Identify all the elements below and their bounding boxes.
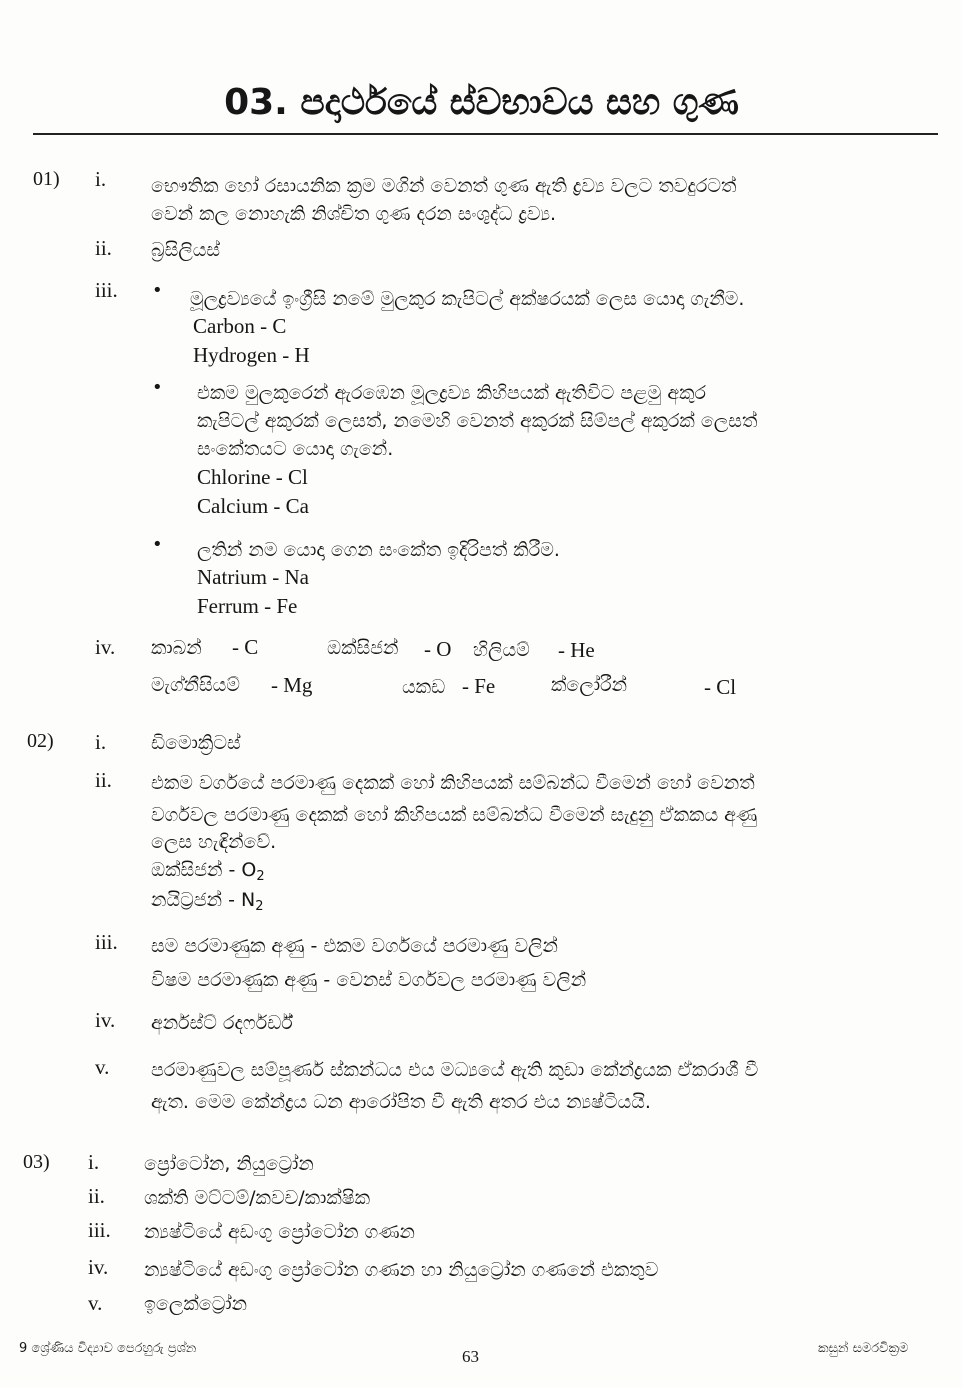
answer-text: එකම වර්ගයේ පරමාණු දෙකක් හෝ කිහිපයක් සම්බන්ධ වීමෙන් හෝ වෙනත්	[151, 772, 755, 794]
item-label: iv.	[95, 1008, 116, 1032]
molecule-example-nitrogen	[151, 888, 263, 914]
element-symbol: - Cl	[704, 675, 737, 699]
element-symbol: - Fe	[462, 674, 496, 698]
item-label: iii.	[95, 930, 118, 954]
example-text: Chlorine - Cl	[197, 465, 308, 489]
page-number: 63	[462, 1347, 479, 1366]
bullet-icon: •	[152, 280, 163, 301]
item-label: i.	[88, 1150, 100, 1174]
answer-text: න්‍යෂ්ටියේ අඩංගු ප්‍රෝටෝන ගණන	[144, 1221, 415, 1243]
subscript: 2	[256, 869, 265, 885]
item-label: iv.	[88, 1255, 109, 1279]
question-number: 02)	[27, 730, 54, 752]
example-text: Carbon - C	[193, 314, 287, 338]
item-label: ii.	[88, 1184, 105, 1208]
item-label: v.	[88, 1291, 103, 1315]
question-number: 03)	[23, 1151, 50, 1173]
example-text: Natrium - Na	[197, 565, 309, 589]
element-name: කාබන්	[151, 637, 202, 659]
element-symbol: - He	[558, 638, 595, 662]
bullet-icon: •	[152, 534, 163, 555]
page-title: 03. පදාර්ථයේ ස්වභාවය සහ ගුණ	[224, 82, 739, 123]
answer-text: මූලද්‍රව්‍යයේ ඉංග්‍රීසි නමේ මුලකුර කැපිටල් අක්ෂරයක් ලෙස යොදා ගැනීම.	[190, 288, 745, 310]
answer-text: බ්‍රසිලියස්	[151, 239, 221, 261]
molecule-formula: ඔක්සිජන් - O	[151, 859, 257, 881]
answer-text: එකම මුලකුරෙන් ඇරඹෙන මූලද්‍රව්‍ය කිහිපයක් ඇතිවිට පළමු අකුර	[197, 382, 706, 404]
item-label: iii.	[88, 1218, 111, 1242]
example-text: Hydrogen - H	[193, 343, 310, 367]
example-text: Ferrum - Fe	[197, 594, 298, 618]
subscript: 2	[255, 899, 264, 915]
element-symbol: - O	[424, 637, 452, 661]
molecule-example-oxygen	[151, 858, 265, 884]
element-symbol: - C	[232, 635, 259, 659]
answer-text: ඇත. මෙම කේන්ද්‍රය ධන ආරෝපිත වී ඇති අතර එය න්‍යෂ්ටියයි.	[151, 1091, 651, 1113]
footer-left: 9 ශ්‍රේණිය විද්‍යාව පෙරහුරු ප්‍රශ්න	[19, 1341, 197, 1356]
element-name: යකඩ	[402, 676, 446, 698]
answer-text: වර්ගවල පරමාණු දෙකක් හෝ කිහිපයක් සම්බන්ධ වීමෙන් සැදුනු ඒකකය අණු	[151, 804, 758, 826]
item-label: iv.	[95, 635, 116, 659]
molecule-formula: නයිට්‍රජන් - N	[151, 889, 256, 911]
answer-text: ඩිමොක්‍රිටස්	[151, 732, 241, 754]
answer-text: පරමාණුවල සම්පූර්ණ ස්කන්ධය එය මධ්‍යයේ ඇති කුඩා කේන්ද්‍රයක ඒකරාශී වී	[151, 1059, 759, 1081]
footer-author: කසුන් සමරවික්‍රම	[818, 1341, 909, 1356]
answer-text: ශක්ති මට්ටම්/කවච/කාක්ෂික	[144, 1187, 371, 1209]
element-name: ක්ලෝරීන්	[551, 674, 628, 696]
answer-text: සම පරමාණුක අණු - එකම වර්ගයේ පරමාණු වලින්	[151, 935, 558, 957]
item-label: v.	[95, 1055, 110, 1079]
bullet-icon: •	[152, 377, 163, 398]
answer-text: සංකේතයට යොදා ගැනේ.	[197, 438, 394, 460]
answer-text: වෙන් කල නොහැකි නිශ්චිත ගුණ දරන සංශුද්ධ ද්‍රව්‍ය.	[151, 203, 557, 225]
answer-text: කැපිටල් අකුරක් ලෙසත්, නමෙහි වෙනත් අකුරක් සිම්පල් අකුරක් ලෙසත්	[197, 410, 758, 432]
answer-text: භෞතික හෝ රසායනික ක්‍රම මගින් වෙනත් ගුණ ඇති ද්‍රව්‍ය වලට තවදුරටත්	[151, 175, 737, 197]
element-symbol: - Mg	[271, 673, 313, 697]
answer-text: න්‍යෂ්ටියේ අඩංගු ප්‍රෝටෝන ගණන හා නියුට්‍රෝන ගණනේ එකතුව	[144, 1259, 659, 1281]
answer-text: ලතින් නම යොදා ගෙන සංකේත ඉදිරිපත් කිරීම.	[197, 539, 560, 561]
answer-text: අර්නස්ට් රදර්ෆර්ඩ්	[151, 1012, 293, 1034]
item-label: i.	[95, 730, 107, 754]
title-rule	[33, 133, 938, 135]
answer-text: ලෙස හැඳින්වේ.	[151, 831, 277, 853]
item-label: iii.	[95, 278, 118, 302]
element-name: ඔක්සිජන්	[327, 637, 399, 659]
answer-text: ප්‍රෝටෝන, නියුට්‍රෝන	[144, 1153, 314, 1175]
element-name: හිලියම්	[473, 639, 530, 661]
answer-text: විෂම පරමාණුක අණු - වෙනස් වර්ගවල පරමාණු වලින්	[151, 969, 587, 991]
answer-text: ඉලෙක්ට්‍රෝන	[144, 1293, 248, 1315]
example-text: Calcium - Ca	[197, 494, 309, 518]
item-label: i.	[95, 167, 107, 191]
element-name: මැග්නීසියම්	[151, 674, 240, 696]
item-label: ii.	[95, 236, 112, 260]
question-number: 01)	[33, 168, 60, 190]
item-label: ii.	[95, 768, 112, 792]
